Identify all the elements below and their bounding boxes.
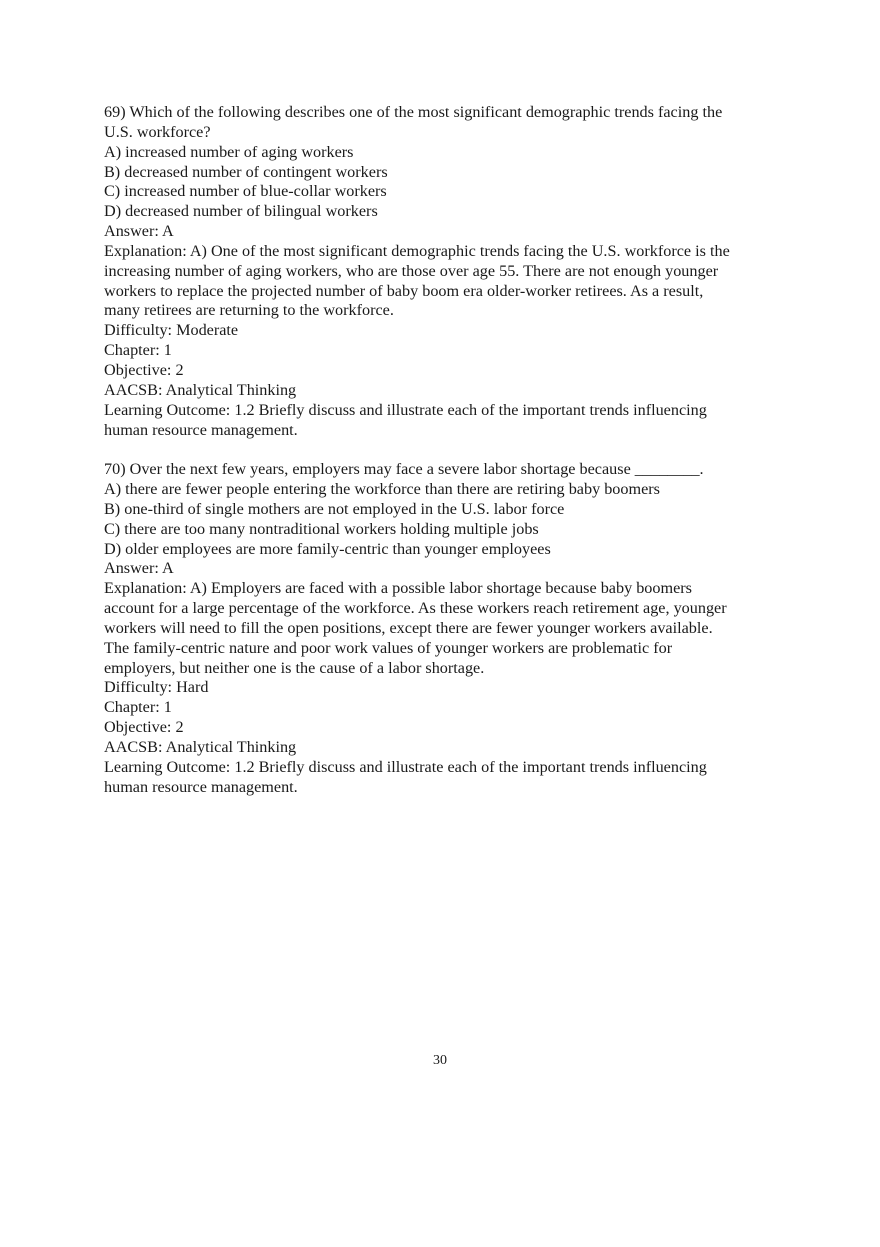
question-69-option-a: A) increased number of aging workers — [104, 142, 354, 161]
question-spacer — [104, 440, 794, 460]
question-70-explanation-line-4: The family-centric nature and poor work values of younger workers are problematic for — [104, 638, 673, 657]
question-69-chapter: Chapter: 1 — [104, 341, 172, 360]
question-70-explanation-line-3: workers will need to fill the open positions, except there are fewer younger workers available. — [104, 618, 713, 637]
question-70-difficulty: Difficulty: Hard — [104, 678, 209, 697]
question-69 — [104, 103, 794, 440]
question-69-explanation-line-3: workers to replace the projected number of baby boom era older-worker retirees. As a result, — [104, 281, 704, 300]
question-69-learning-outcome-line-1: Learning Outcome: 1.2 Briefly discuss and illustrate each of the important trends influencing — [104, 400, 707, 419]
question-69-aacsb: AACSB: Analytical Thinking — [104, 380, 297, 399]
question-70-answer: Answer: A — [104, 559, 174, 578]
question-69-explanation-line-2: increasing number of aging workers, who are those over age 55. There are not enough younger — [104, 261, 719, 280]
question-69-stem-line-2: U.S. workforce? — [104, 122, 211, 141]
question-70-aacsb: AACSB: Analytical Thinking — [104, 738, 297, 756]
question-69-explanation-line-1: Explanation: A) One of the most significant demographic trends facing the U.S. workforce is the — [104, 241, 730, 260]
question-70 — [104, 460, 794, 797]
question-69-learning-outcome-line-2: human resource management. — [104, 420, 298, 439]
question-70-stem: 70) Over the next few years, employers may face a severe labor shortage because ________. — [104, 460, 704, 479]
question-70-learning-outcome-line-2: human resource management. — [104, 777, 298, 796]
question-69-answer: Answer: A — [104, 222, 174, 241]
question-69-objective: Objective: 2 — [104, 360, 184, 379]
question-69-explanation-line-4: many retirees are returning to the workforce. — [104, 301, 394, 320]
question-70-explanation-line-2: account for a large percentage of the workforce. As these workers reach retirement age, younger — [104, 599, 727, 618]
question-70-explanation-line-1: Explanation: A) Employers are faced with a possible labor shortage because baby boomers — [104, 579, 692, 598]
question-70-option-d: D) older employees are more family-centric than younger employees — [104, 539, 551, 558]
question-69-stem-line-1: 69) Which of the following describes one of the most significant demographic trends facing the — [104, 103, 723, 121]
question-70-chapter: Chapter: 1 — [104, 698, 172, 717]
question-70-explanation-line-5: employers, but neither one is the cause of a labor shortage. — [104, 658, 485, 677]
question-70-objective: Objective: 2 — [104, 718, 184, 737]
question-70-learning-outcome-line-1: Learning Outcome: 1.2 Briefly discuss and illustrate each of the important trends influencing — [104, 757, 707, 776]
question-70-option-c: C) there are too many nontraditional workers holding multiple jobs — [104, 519, 539, 538]
question-69-option-d: D) decreased number of bilingual workers — [104, 202, 378, 221]
question-69-option-b: B) decreased number of contingent workers — [104, 162, 388, 181]
question-70-option-a: A) there are fewer people entering the workforce than there are retiring baby boomers — [104, 480, 660, 499]
question-70-option-b: B) one-third of single mothers are not employed in the U.S. labor force — [104, 499, 565, 518]
question-69-option-c: C) increased number of blue-collar workers — [104, 182, 387, 201]
question-69-difficulty: Difficulty: Moderate — [104, 321, 239, 340]
page-number: 30 — [433, 1053, 447, 1068]
document-body — [104, 103, 794, 798]
